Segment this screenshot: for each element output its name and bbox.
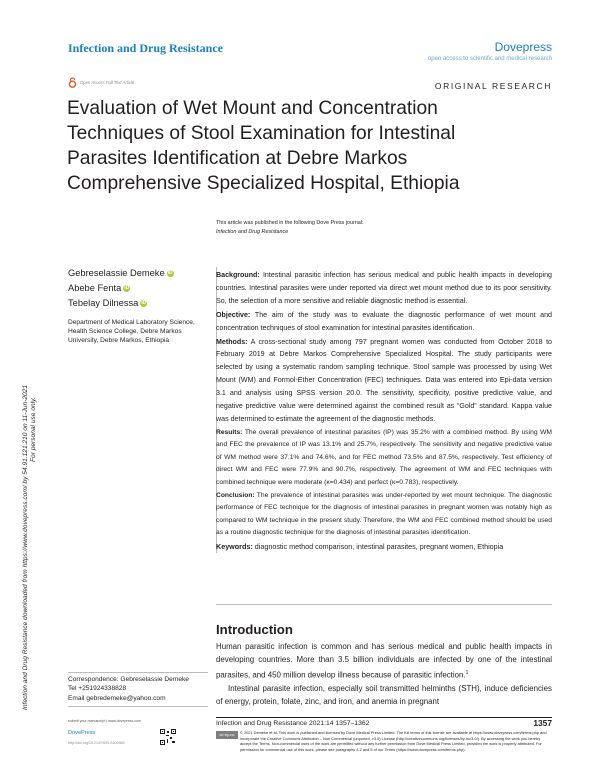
open-access-label: Open Access Full Text Article: [80, 80, 135, 85]
submit-link[interactable]: submit your manuscript | www.dovepress.com: [68, 719, 142, 723]
publisher-tagline: open access to scientific and medical research: [427, 56, 552, 62]
methods-text: A cross-sectional study among 797 pregnant women was conducted from October 2018 to February 2019 at Debre Markos Comprehensive Specialized Hospital. The study participants were selected by using a systematic random sampling technique. Stool sample was processed by using Wet Mount (WM) and Formol-Ether Concentration (FEC) techniques. Data was entered into Epi-data version 3.1 and analysis using SPSS version 20.0. The sensitivity, specificity, positive predictive value, and negative predictive value were determined against the combined result as “Gold” standard. Kappa value was determined to estimate the agreement of the diagnostic methods.: [216, 337, 552, 423]
methods-label: Methods:: [216, 337, 248, 346]
orcid-icon[interactable]: iD: [124, 285, 130, 291]
journal-name: Infection and Drug Resistance: [68, 41, 223, 55]
introduction-paragraph: Intestinal parasite infection, especially soil transmitted helminths (STH), induce deficiencies of energy, protein, folate, zinc, and iron, and anemia in pregnant: [216, 683, 552, 706]
personal-use-note: For personal use only.: [30, 397, 37, 462]
publisher-logo[interactable]: Dovepress: [494, 40, 552, 54]
correspondence-name: Correspondence: Gebreselassie Demeke: [68, 676, 189, 683]
side-download-note: [22, 150, 37, 710]
affiliation: Department of Medical Laboratory Science, Health Science College, Debre Markos University, Debre Markos, Ethiopia: [68, 319, 195, 344]
introduction-heading: Introduction: [216, 622, 293, 637]
qr-code-icon: [160, 729, 176, 745]
abstract-divider: [216, 604, 552, 605]
publication-note-journal[interactable]: Infection and Drug Resistance: [216, 229, 289, 235]
introduction-body: [216, 640, 552, 708]
abstract-results: [216, 427, 552, 489]
author-item[interactable]: [68, 266, 208, 281]
correspondence-tel: Tel +251924338828: [68, 685, 127, 693]
doi-link[interactable]: http://doi.org/10.2147/IDR.S309365: [68, 741, 125, 745]
correspondence: [68, 675, 208, 703]
author-item[interactable]: [68, 296, 208, 311]
abstract-methods: [216, 336, 552, 426]
footer-divider: [216, 717, 552, 718]
orcid-icon[interactable]: iD: [167, 270, 173, 276]
orcid-icon[interactable]: iD: [141, 300, 147, 306]
background-label: Background:: [216, 271, 260, 279]
reference-link[interactable]: 1: [465, 669, 469, 676]
dovepress-logo[interactable]: DovePress: [68, 730, 96, 736]
background-text: Intestinal parasitic infection has serious medical and public health impacts in developing countries. Intestinal parasites were under reported via direct wet mount method due to its poor sensitivity. So, the selection of a more sensitive and reliable diagnostic method is essential.: [216, 271, 552, 305]
conclusion-text: The prevalence of intestinal parasites was under-reported by wet mount technique. The diagnostic performance of FEC technique for the diagnosis of intestinal parasites in pregnant women was notably high as compared to WM technique in the present study. Therefore, the WM and FEC combined method should be used as a routine diagnostic technique for the diagnosis of intestinal parasites identification.: [216, 491, 552, 537]
author-name: Abebe Fenta: [68, 283, 122, 293]
abstract-keywords: [216, 541, 552, 554]
author-name: Tebelay Dilnessa: [68, 298, 139, 308]
author-name: Gebreselassie Demeke: [68, 268, 165, 278]
abstract-objective: [216, 309, 552, 335]
keywords-text: diagnostic method comparison, intestinal parasites, pregnant women, Ethiopia: [254, 541, 504, 551]
publication-note: [216, 219, 363, 237]
conclusion-label: Conclusion:: [216, 491, 255, 499]
footer-citation: Infection and Drug Resistance 2021:14 1357–1362: [216, 720, 370, 727]
objective-label: Objective:: [216, 310, 251, 319]
correspondence-divider: [68, 672, 208, 673]
author-list: [68, 266, 208, 311]
results-text: The overall prevalence of intestinal parasites (IP) was 35.2% with a combined method. By using WM and FEC the prevalence of IP was 13.1% and 25.7%, respectively. The sensitivity and negative predictive value of WM method were 37.1% and 74.6%, and for FEC method 73.5% and 87.5%, respectively. Test efficiency of direct WM and FEC were 77.9% and 90.7%, respectively. The agreement of WM and FEC techniques with combined technique were moderate (κ=0.434) and perfect (κ=0.783), respectively.: [216, 428, 552, 486]
author-item[interactable]: [68, 281, 208, 296]
article-type: ORIGINAL RESEARCH: [434, 81, 552, 91]
page-number: 1357: [533, 718, 552, 728]
article-title: Evaluation of Wet Mount and Concentration Techniques of Stool Examination for Intestinal Parasites Identification at Debre Markos Comprehensive Specialized Hospital, Ethiopia: [67, 98, 460, 194]
introduction-text: Human parasitic infection is common and has serious medical and public health impacts in developing countries. More than 3.5 billion individuals are infected by one of the intestinal parasites, and 450 million develop illness because of parasitic infection.: [216, 642, 552, 680]
license-text: © 2021 Demeke et al. This work is published and licensed by Dove Medical Press Limited. The full terms of this license are available at https://www.dovepress.com/terms.php and incorporate the Creative Commons Attribution – Non Commercial (unported, v3.0) License (http://creativecommons.org/licenses/by-nc/3.0/). By accessing the work you hereby accept the Terms. Non-commercial uses of the work are permitted without any further permission from Dove Medical Press Limited, provided the work is properly attributed. For permission for commercial use of this work, please see paragraphs 4.2 and 5 of our Terms (https://www.dovepress.com/terms.php).: [240, 730, 547, 753]
introduction-paragraph: [216, 640, 552, 682]
objective-text: The aim of the study was to evaluate the diagnostic performance of wet mount and concentration techniques of stool examination for intestinal parasites identification.: [216, 310, 553, 332]
keywords-label: Keywords:: [216, 541, 253, 551]
abstract-conclusion: [216, 490, 552, 540]
abstract-background: [216, 269, 552, 308]
download-note: Infection and Drug Resistance downloaded from https://www.dovepress.com/ by 54.91.121.210 on 11-Jun-2021: [22, 385, 29, 710]
publication-note-text: This article was published in the following Dove Press journal:: [216, 220, 364, 226]
results-label: Results:: [216, 428, 243, 436]
open-access-icon: [68, 77, 77, 88]
correspondence-email[interactable]: Email gebredemeke@yahoo.com: [68, 694, 166, 702]
creative-commons-icon[interactable]: cc by-nc: [216, 731, 238, 739]
bottom-left-divider: [68, 706, 208, 707]
abstract: [216, 267, 552, 553]
